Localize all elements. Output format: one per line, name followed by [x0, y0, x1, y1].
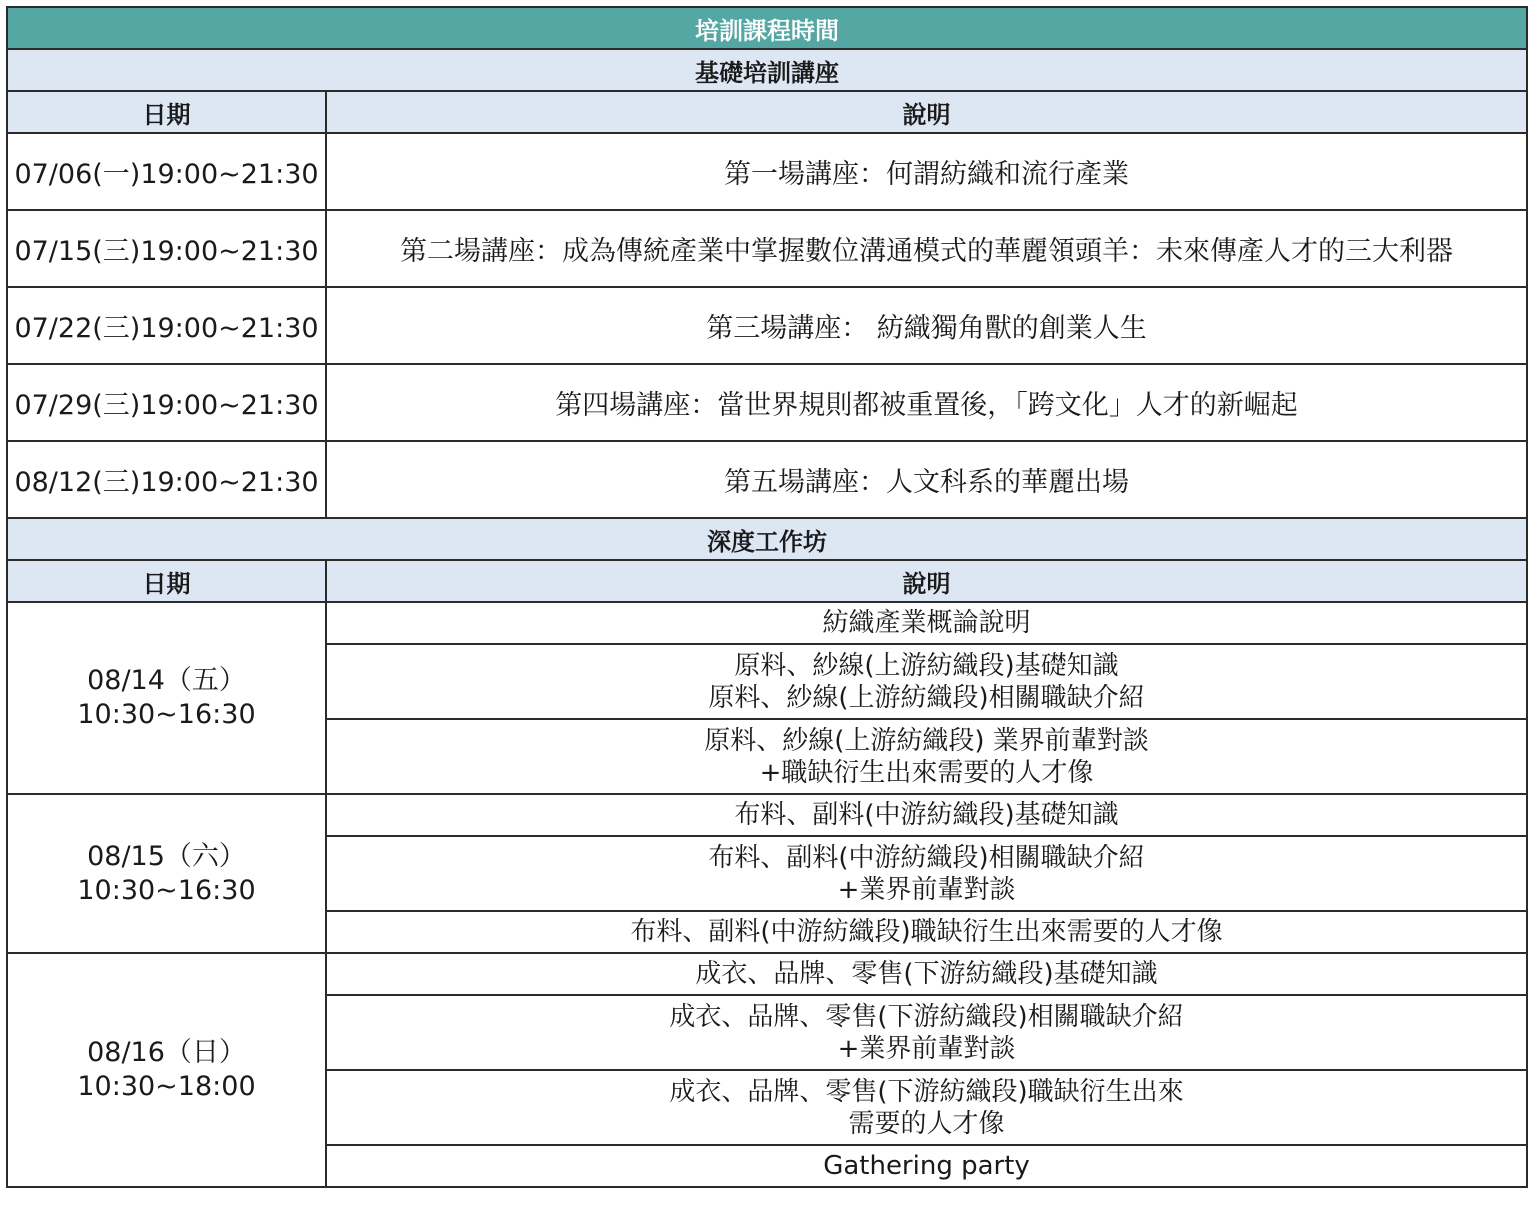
training-schedule-table: [6, 6, 1528, 1188]
table-title: 培訓課程時間: [7, 7, 1527, 49]
workshop-item-line: 布料、副料(中游紡織段)職缺衍生出來需要的人才像: [630, 917, 1223, 947]
workshop-time: 10:30~18:00: [77, 1071, 256, 1102]
lecture-description: 第三場講座： 紡織獨角獸的創業人生: [326, 287, 1527, 364]
workshop-item: [326, 995, 1527, 1070]
workshop-item-line: 紡織產業概論說明: [822, 608, 1031, 638]
workshop-item-line: 原料、紗線(上游紡織段)基礎知識: [734, 650, 1119, 681]
workshop-item-line: Gathering party: [823, 1151, 1030, 1181]
workshop-item-line: 需要的人才像: [848, 1108, 1005, 1139]
lecture-date: 08/12(三)19:00~21:30: [7, 441, 326, 518]
workshop-item-line: 成衣、品牌、零售(下游紡織段)相關職缺介紹: [669, 1001, 1184, 1032]
lecture-row: [7, 210, 1527, 287]
lectures-desc-header: 說明: [326, 91, 1527, 133]
workshop-item-line: 成衣、品牌、零售(下游紡織段)職缺衍生出來: [669, 1076, 1184, 1107]
workshop-row: [7, 794, 1527, 836]
workshops-desc-header: 說明: [326, 560, 1527, 602]
lecture-date: 07/22(三)19:00~21:30: [7, 287, 326, 364]
workshop-date: 08/15（六）: [87, 840, 246, 872]
lectures-section-row: [7, 49, 1527, 91]
workshop-item: [326, 1070, 1527, 1145]
workshop-item: [326, 836, 1527, 911]
lecture-date: 07/15(三)19:00~21:30: [7, 210, 326, 287]
workshop-date: 08/14（五）: [87, 665, 246, 696]
workshop-item: [326, 911, 1527, 953]
lectures-date-header: 日期: [7, 91, 326, 133]
lecture-description: 第二場講座：成為傳統產業中掌握數位溝通模式的華麗領頭羊：未來傳產人才的三大利器: [326, 210, 1527, 287]
workshop-time: 10:30~16:30: [77, 699, 256, 730]
workshop-item-line: 原料、紗線(上游紡織段) 業界前輩對談: [704, 725, 1149, 756]
lecture-description: 第五場講座：人文科系的華麗出場: [326, 441, 1527, 518]
workshop-item: [326, 953, 1527, 995]
workshops-header-row: [7, 560, 1527, 602]
lecture-description: 第一場講座：何謂紡織和流行產業: [326, 133, 1527, 210]
title-row: [7, 7, 1527, 49]
workshop-row: [7, 953, 1527, 995]
workshop-item-line: +業界前輩對談: [837, 874, 1016, 905]
workshop-date-cell: [7, 602, 326, 794]
lecture-date: 07/29(三)19:00~21:30: [7, 364, 326, 441]
lecture-row: [7, 133, 1527, 210]
workshop-row: [7, 602, 1527, 644]
workshop-item-line: +職缺衍生出來需要的人才像: [759, 757, 1094, 788]
workshop-item-line: 成衣、品牌、零售(下游紡織段)基礎知識: [695, 959, 1158, 989]
lecture-description: 第四場講座：當世界規則都被重置後，「跨文化」人才的新崛起: [326, 364, 1527, 441]
workshop-date-cell: [7, 953, 326, 1187]
workshop-item: [326, 644, 1527, 719]
workshop-item-line: 布料、副料(中游紡織段)相關職缺介紹: [708, 842, 1145, 873]
workshop-item-line: +業界前輩對談: [837, 1033, 1016, 1064]
lecture-date: 07/06(一)19:00~21:30: [7, 133, 326, 210]
workshop-item-line: 原料、紗線(上游紡織段)相關職缺介紹: [708, 682, 1145, 713]
workshop-time: 10:30~16:30: [77, 874, 256, 906]
workshop-item: [326, 794, 1527, 836]
workshop-item: [326, 1145, 1527, 1187]
workshop-date-cell: [7, 794, 326, 953]
workshops-section-title: 深度工作坊: [7, 518, 1527, 560]
workshop-date: 08/16（日）: [87, 1037, 246, 1068]
lectures-section-title: 基礎培訓講座: [7, 49, 1527, 91]
workshops-date-header: 日期: [7, 560, 326, 602]
lecture-row: [7, 441, 1527, 518]
workshops-section-row: [7, 518, 1527, 560]
workshop-item-line: 布料、副料(中游紡織段)基礎知識: [734, 800, 1119, 830]
workshop-item: [326, 719, 1527, 794]
lecture-row: [7, 287, 1527, 364]
workshop-item: [326, 602, 1527, 644]
lecture-row: [7, 364, 1527, 441]
lectures-header-row: [7, 91, 1527, 133]
